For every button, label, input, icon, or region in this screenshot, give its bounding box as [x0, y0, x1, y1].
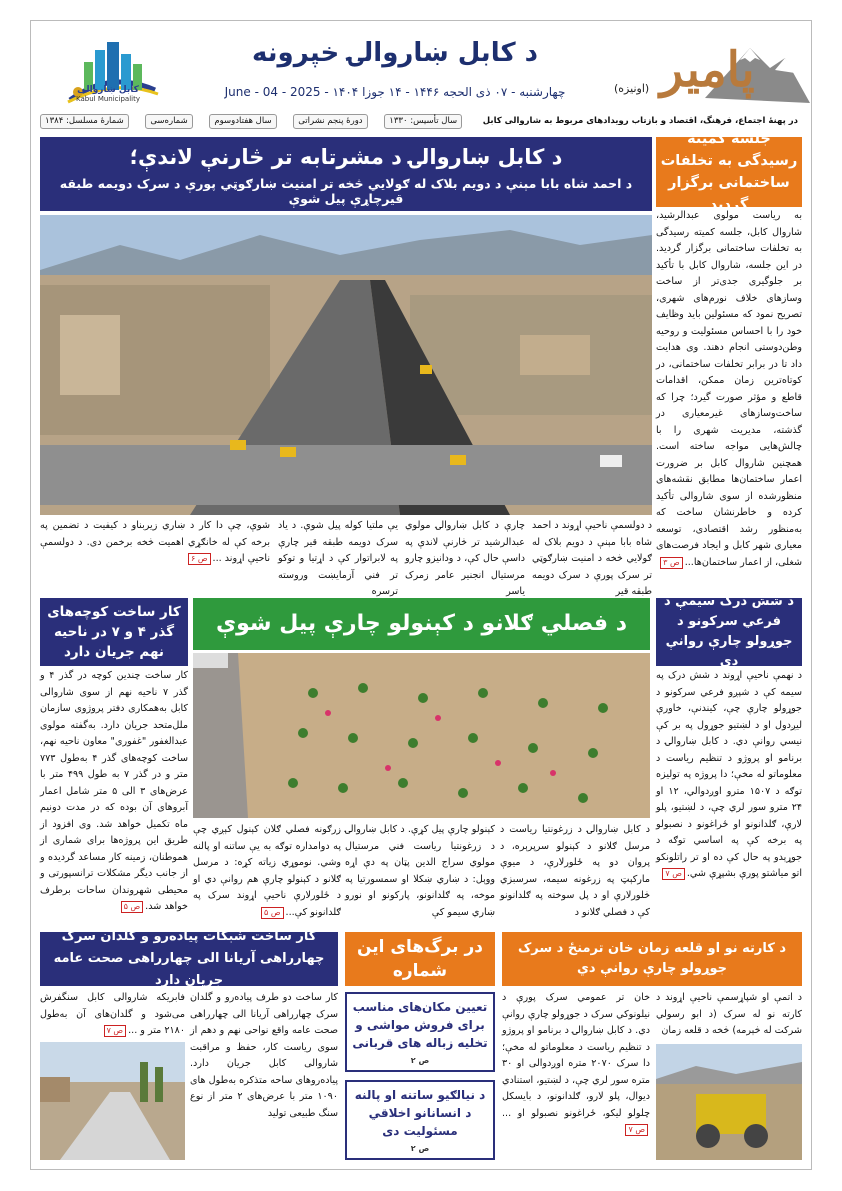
sidewalk-col-2 [40, 990, 185, 1038]
alley-headline: کار ساخت کوچه‌های گذر ۴ و ۷ در ناحیه نهم جریان دارد [47, 604, 181, 660]
logo-caption: کابل ښاروالی Kabul Municipality [76, 85, 140, 103]
masthead-info-bar [40, 113, 802, 129]
lead-col-4 [40, 518, 270, 586]
sidewalk-col-1 [190, 990, 338, 1160]
left-story-header [656, 131, 802, 213]
lead-col-1-text: د دولسمې ناحیې اړوند د احمد شاه بابا مېنې د دویم بلاک له ګولایي څخه د امنیت ښارګوټي تر سرک پورې د سرک دویمه طبقه قیر [532, 520, 652, 597]
serial-badge: شمارهٔ مسلسل: ۱۳۸۴ [40, 114, 129, 129]
inside-item-2[interactable] [345, 1080, 495, 1160]
lead-col-2-text: چارې د کابل ښاروالۍ مولوي عبدالرشید تر څارنې لاندې په داسې حال کې، د ودانیزو چارو مرستیال انجنیر عامر زمرک یاسر [405, 520, 525, 597]
sidewalk-col-1-text: کار ساخت دو طرف پیاده‌رو و گلدان سرک چهارراهی آریانا الی چهارراهی صحت عامه واقع نواحی نهم و دهم از سوی ریاست کار، حفظ و مراقبت شاروالی کابل جریان دارد. پیاده‌روهای ساحه متذکره به‌طول های ۱۰۹۰ متر با عرض‌های ۲ متر از نوع سنگ طبیعی تولید [190, 992, 338, 1119]
flowers-col-3 [193, 822, 341, 920]
inside-item-1-text: تعیین مکان‌های مناسب برای فروش مواشی و تخلیه زباله های قربانی [352, 1000, 488, 1050]
flowers-col-2 [345, 822, 495, 920]
lead-photo-road-construction [40, 215, 652, 515]
alley-page-ref[interactable]: ص ۵ [121, 901, 144, 913]
six-roads-page-ref[interactable]: ص ۷ [662, 868, 685, 880]
lead-col-2 [405, 518, 525, 597]
sidewalk-col-2-text: فابریکه شاروالی کابل سنگفرش می‌شود و گلدان‌های آن به‌طول ۲۱۸۰ متر و ... [40, 992, 185, 1036]
period-badge: دورهٔ پنجم نشراتی [293, 114, 367, 129]
inside-header [345, 932, 495, 986]
flowers-col-1-text: د کابل ښاروالۍ د زرغونتیا ریاست د مرسل ګلانو د کېنولو سرپرېره، د پروان دو په ځلورلارې، د میوې مارکېټ په زرغونه سیمه، سرسبزي څلورلارې او د پل سوخته په ګلدانونو کې د فصلي ګلانو د [500, 824, 650, 918]
lead-col-1 [532, 518, 652, 597]
masthead-date: چهارشنبه - ۰۷ ذی الحجه ۱۴۴۶ - ۱۴ جوزا ۱۴۰۴ - June - 04 - 2025 [224, 85, 566, 99]
six-roads-headline: د شش درک سیمې د فرعي سرکونو د جوړولو چارې روانې دي [663, 594, 795, 669]
karta-now-header [502, 932, 802, 986]
six-roads-text: د نهمې ناحیې اړوند د شش درک په سیمه کې د شپږو فرعي سرکونو د جوړولو چارې چې، کیندنې، خاورې لیږدول او د لښتیو جوړول په بر کې نیسي روانې دي. د کابل ښاروالۍ د برنامو او پروژو د تنظیم ریاست د معلوماتو له مخې؛ دا پروژه په تولیزه توګه د ۱۵۰۷ مترو اوږدوالي، ۱۲ او ۲۴ مترو سور لري چې، د لښتیو، پلو لارې، ګلدانونو او ځراغونو د نصبولو په برخه کې په اساسي توګه د جوړېدو په حال کې ده او تر راتلونکو اتو میاشتو پورې بشپړې شي. [656, 670, 802, 879]
inside-item-2-page: ص ۲ [410, 1144, 430, 1153]
lead-subhead: د احمد شاه بابا مېنې د دویم بلاک له ګولایي څخه تر امنیت ښارګوټي پورې د سرک دویمه طبقه قیرچاړې پیل شوې [59, 176, 633, 206]
lead-col-3-text: یې ملتیا کوله پیل شوې. د یاد سرک دویمه طبقه قیر چارې په لابراتوار کې د اړتیا و توکو تر فني آزمایښت وروسته ترسره [278, 520, 398, 597]
flowers-photo [193, 653, 650, 818]
brand-name: پامیر [660, 42, 755, 98]
issue-badge: شماره‌سی [145, 114, 192, 129]
karta-now-col-2-text: خان تر عمومي سرک پورې د نیلونوکي سرک د جوړولو چارې روانې دي. د کابل ښاروالۍ د برنامو او پروژو د تنظیم ریاست د معلوماتو له مخې؛ دا سرک ۲۰۷۰ متره اوږدوالی او ۳۰ متره سور لري چې، د لښتیو، استنادي دیوال، پلو لارو، ګلدانونو، د بایسکل چلولو لیکو، ځراغونو نصبولو او ... [502, 992, 650, 1119]
lead-col-3 [278, 518, 398, 597]
brand-weekly: (اونیزه) [614, 82, 650, 95]
inside-item-1-page: ص ۲ [410, 1056, 430, 1065]
six-roads-body [656, 668, 802, 920]
flowers-headline: د فصلي ګلانو د کېنولو چارې پیل شوې [215, 611, 628, 636]
inside-item-2-text: د نیالګیو ساتنه او پالنه د انسانانو اخلاقي مسئولیت دی [354, 1088, 486, 1138]
lead-header [40, 137, 652, 211]
flowers-col-2-text: کېنولو چارې پیل کړې. د کابل ښاروالۍ د زرغونتیا ریاست فني مرستیال مولوي سراج الدین پټان په دې اړه ووېل: د ښاري ښکلا او سمسورتیا په موخه، په ګلدانونو، پارکونو او نورو ښاري سیمو کې [345, 824, 495, 918]
sidewalk-header [40, 929, 338, 988]
left-story-body [656, 208, 802, 590]
sidewalk-headline: کار ساخت شبکات پیاده‌رو و گلدان سرک چهارراهی آریانا الی چهارراهی صحت عامه جریان دارد [53, 929, 325, 988]
flowers-header [193, 598, 650, 650]
karta-now-col-2 [502, 990, 650, 1160]
karta-now-col-1-text: د اتمې او شپاړسمې ناحیې اړوند د کارته نو له سرک (د ابو رسولي شرکت له څېرمه) څخه د قلعه زمان [656, 992, 802, 1036]
inside-item-1[interactable] [345, 992, 495, 1072]
left-story-text: به ریاست مولوی عبدالرشید، شاروال کابل، جلسه کمیته رسیدگی به تخلفات ساختمانی برگزار گردید. در این جلسه، شاروال کابل با تأکید بر جلوگیری جدی‌تر از ساخت وسازهای خلاف نورم‌های شهری، تصریح نمود که مسئولین باید وظایف خود را با احساس مسئولیت و روحیه وطن‌دوستی انجام دهند. وی هدایت داد تا در برابر تخلفات ساختمانی، در کوتاه‌ترین زمان ممکن، اقدامات قاطع و مؤثر صورت گیرد؛ چرا که ساخت‌وسازهای غیرمعیاری در گذشته، مدیریت شهری را با چالش‌هایی مواجه ساخته است. همچنین شاروال کابل بر ضرورت اعمار ساختمان‌ها مطابق نقشه‌های منظورشده از سوی شاروالی تأکید کرده و خاطرنشان ساخت که به‌منظور رشد اقتصادی، توسعه معیاری شهر کابل و ایجاد فرصت‌های شغلی، از اعمار ساختمان‌ها... [656, 210, 802, 568]
karta-now-photo [656, 1044, 802, 1160]
year-badge: سال هفتادوسوم [209, 114, 276, 129]
sidewalk-photo [40, 1042, 185, 1160]
masthead-title: د کابل ښاروالۍ خپرونه [252, 38, 538, 68]
sidewalk-page-ref[interactable]: ص ۷ [104, 1025, 127, 1037]
karta-now-col-1 [656, 990, 802, 1040]
alley-text: کار ساخت چندین کوچه در گذر ۴ و گذر ۷ ناحیه نهم از سوی شاروالی کابل به‌همکاری دفتر پروژوی سازمان ملل‌متحد جریان دارد. به‌گفته مولوی عبدالغفور "غفوری" معاون ناحیه نهم، ساخت کوچه‌های گذر ۴ به‌طول ۷۷۳ متر و در گذر ۷ به طول ۴۹۹ متر با عرض‌های ۳ الی ۵ متر شامل اعمار آبروهای آن بوده که در مدت دونیم ماه تکمیل خواهد شد. وی افزود از طریق این پروژه‌ها برای شماری از هموطنان، زمینه کار مساعد گردیده و از جانب دیگر مشکلات ترانسپورتی و محیطی شهروندان ساحات برطرف خواهد شد. [40, 670, 188, 912]
lead-col-4-text: شوې، چې دا کار د ښاري زیربناو د کیفیت د تضمین په برخه کې له خانګړي اهمیت څخه برخمن دی. د دولسمې ناحیې اړوند ... [40, 520, 270, 564]
flowers-page-ref[interactable]: ص ۵ [261, 907, 284, 919]
inside-title: در برگ‌های این شماره [357, 937, 483, 981]
left-story-page-ref[interactable]: ص ۳ [660, 557, 683, 569]
founded-badge: سال تأسیس: ۱۳۳۰ [384, 114, 462, 129]
lead-headline: د کابل ښاروالۍ د مشرتابه تر څارنې لاندې؛ [129, 145, 563, 169]
karta-now-headline: د کارته نو او قلعه زمان خان ترمنځ د سرک جوړولو چارې روانې دي [517, 941, 787, 976]
alley-header [40, 598, 188, 666]
flowers-col-3-text: زرګونه فصلي ګلان کېنول کېږي چې په دوامداره توګه به یې ساتنه او پالنه وشي. نوموړي زیاته کړه: د مرسل ګلانو د کېنولو چارې هم روانې دي او د ځلورلارې ناحیې اړوند سرک په ګلدانونو کې... [193, 824, 341, 918]
alley-body [40, 668, 188, 918]
tagline: در پهنهٔ اجتماع، فرهنگ، اقتصاد و بازتاب رویدادهای مربوط به شاروالی کابل [482, 115, 798, 126]
lead-page-ref[interactable]: ص ۶ [188, 553, 211, 565]
flowers-col-1 [500, 822, 650, 920]
karta-now-page-ref[interactable]: ص ۷ [625, 1124, 648, 1136]
left-story-headline: جلسه کمیته رسیدگی به تخلفات ساختمانی برگزار گردید [660, 131, 798, 213]
six-roads-header [656, 594, 802, 669]
